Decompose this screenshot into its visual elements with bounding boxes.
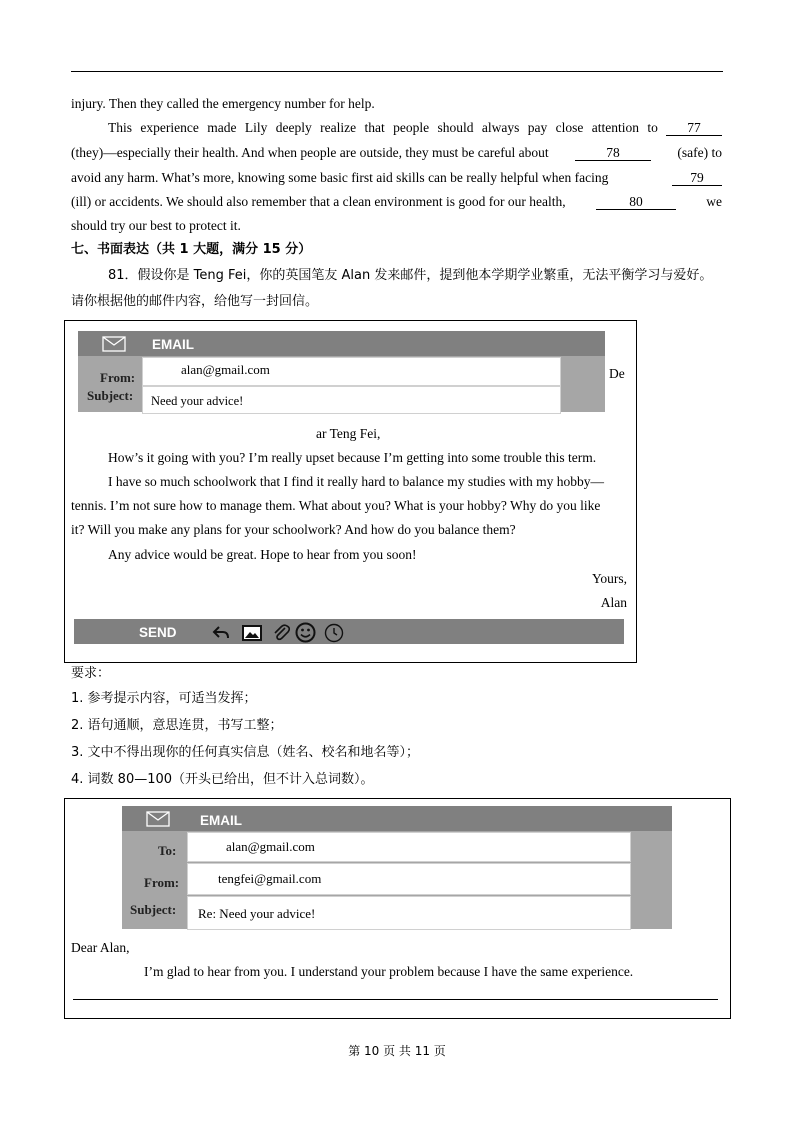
- requirement-item-4: 4. 词数 80—100（开头已给出，但不计入总词数）。: [71, 772, 374, 787]
- passage-line-4: [71, 170, 722, 186]
- email-reply-to-label: To:: [158, 843, 177, 858]
- email-reply-greeting: Dear Alan,: [71, 940, 130, 955]
- passage-line-4-text: avoid any harm. What’s more, knowing some basic first aid skills can be really helpful when facing: [71, 170, 609, 185]
- email-reply-to-value: alan@gmail.com: [226, 839, 315, 854]
- requirement-item-1: 1. 参考提示内容，可适当发挥；: [71, 691, 257, 706]
- email-reply-subject-value: Re: Need your advice!: [198, 906, 316, 921]
- email-reply-from-field[interactable]: [187, 863, 631, 895]
- email-received-paragraph-2-line-2: tennis. I’m not sure how to manage them. What about you? What is your hobby? Why do you like: [71, 498, 601, 513]
- email-received-paragraph-2-line-3: it? Will you make any plans for your schoolwork? And how do you balance them?: [71, 522, 516, 537]
- requirement-item-2: 2. 语句通顺，意思连贯，书写工整；: [71, 718, 283, 733]
- email-reply-to-field[interactable]: [187, 832, 631, 862]
- passage-line-3-end: (safe) to: [677, 145, 722, 160]
- paperclip-icon[interactable]: [272, 623, 290, 642]
- requirement-item-3: 3. 文中不得出现你的任何真实信息（姓名、校名和地名等）；: [71, 745, 420, 760]
- email-received-greeting-start: De: [609, 366, 625, 381]
- section-heading: 七、书面表达（共 1 大题，满分 15 分）: [71, 242, 312, 257]
- requirements-title: 要求：: [71, 666, 111, 681]
- email-reply-from-value: tengfei@gmail.com: [218, 871, 322, 886]
- email-received-greeting-end: ar Teng Fei,: [316, 426, 381, 441]
- passage-line-2-text: This experience made Lily deeply realize that people should always pay close attention to: [108, 120, 658, 135]
- passage-line-5-end: we: [706, 194, 722, 209]
- email-received-paragraph-1: How’s it going with you? I’m really upset because I’m getting into some trouble this term.: [108, 450, 597, 465]
- email-reply-subject-label: Subject:: [130, 902, 177, 917]
- smiley-icon[interactable]: [295, 622, 316, 643]
- email-received-from-field: [142, 357, 561, 386]
- email-received-subject-value: Need your advice!: [151, 394, 244, 408]
- email-received-subject-field: [142, 386, 561, 414]
- passage-line-3-text: (they)—especially their health. And when people are outside, they must be careful about: [71, 145, 549, 160]
- email-received-paragraph-3: Any advice would be great. Hope to hear from you soon!: [108, 547, 417, 562]
- email-received-header-title: EMAIL: [152, 337, 194, 352]
- top-rule: [71, 71, 723, 72]
- email-received-from-value: alan@gmail.com: [181, 362, 270, 377]
- email-received-from-label: From:: [100, 370, 136, 385]
- passage-line-1: injury. Then they called the emergency number for help.: [71, 96, 375, 111]
- email-received-paragraph-2-line-1: I have so much schoolwork that I find it really hard to balance my studies with my hobby—: [108, 474, 605, 489]
- passage-line-3: [71, 145, 722, 161]
- blank-79[interactable]: 79: [672, 170, 722, 186]
- passage-line-5: [71, 194, 722, 210]
- passage-line-2: [108, 120, 722, 136]
- envelope-icon: [102, 336, 126, 352]
- blank-77[interactable]: 77: [666, 120, 722, 136]
- clock-icon[interactable]: [324, 623, 344, 643]
- email-reply-from-label: From:: [144, 875, 180, 890]
- writing-line[interactable]: [73, 999, 718, 1000]
- envelope-icon: [146, 811, 170, 827]
- email-reply-header-title: EMAIL: [200, 813, 242, 828]
- question-81-line-1: 81．假设你是 Teng Fei，你的英国笔友 Alan 发来邮件，提到他本学期学业繁重，无法平衡学习与爱好。: [108, 268, 713, 283]
- question-81-line-2: 请你根据他的邮件内容，给他写一封回信。: [71, 294, 319, 309]
- image-icon[interactable]: [242, 625, 262, 641]
- reply-icon[interactable]: [212, 624, 230, 640]
- passage-line-5-text: (ill) or accidents. We should also remember that a clean environment is good for our health,: [71, 194, 566, 209]
- email-reply-subject-field[interactable]: [187, 896, 631, 930]
- email-received-subject-label: Subject:: [87, 388, 134, 403]
- email-received-closing: Yours,: [591, 571, 627, 586]
- email-reply-opening: I’m glad to hear from you. I understand your problem because I have the same experience.: [144, 964, 634, 979]
- page-number: 第 10 页 共 11 页: [348, 1044, 446, 1058]
- send-button[interactable]: SEND: [139, 625, 177, 640]
- email-received-signature: Alan: [600, 595, 627, 610]
- blank-78[interactable]: 78: [575, 145, 651, 161]
- passage-line-6: should try our best to protect it.: [71, 218, 241, 233]
- blank-80[interactable]: 80: [596, 194, 676, 210]
